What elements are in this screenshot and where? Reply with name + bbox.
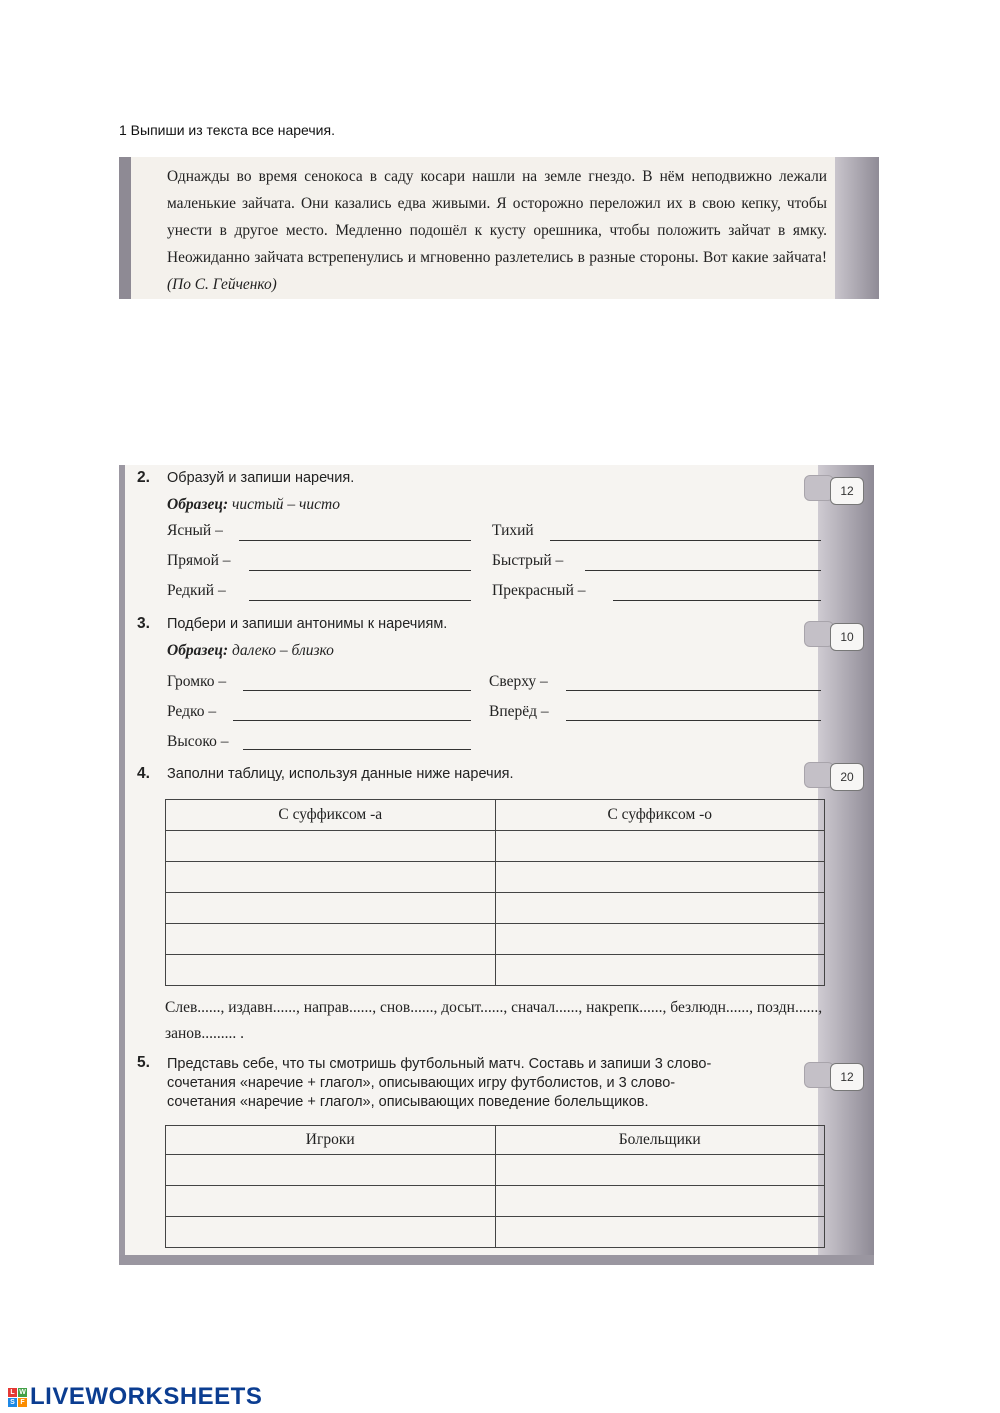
task3-instruction: Подбери и запиши антонимы к наречиям.	[167, 616, 448, 632]
logo-text: LIVEWORKSHEETS	[30, 1383, 263, 1410]
logo-block: W	[19, 1388, 26, 1396]
table-row	[166, 1155, 825, 1186]
task1-instruction: 1 Выпиши из текста все наречия.	[119, 122, 335, 138]
task3-word: Высоко –	[167, 733, 229, 750]
table-cell[interactable]	[166, 862, 496, 893]
table-cell[interactable]	[166, 893, 496, 924]
table-cell[interactable]	[166, 831, 496, 862]
task5-score-badge: 12	[830, 1063, 864, 1091]
task4-number: 4.	[137, 765, 150, 782]
table-row	[166, 1186, 825, 1217]
logo-block: S	[8, 1398, 17, 1407]
column-header: С суффиксом -а	[166, 800, 496, 831]
table-cell[interactable]	[495, 862, 825, 893]
answer-line[interactable]	[243, 749, 471, 750]
sample-text: чистый – чисто	[232, 496, 340, 513]
answer-line[interactable]	[239, 540, 471, 541]
table-header-row	[166, 800, 825, 831]
task2-word: Ясный –	[167, 522, 223, 539]
task1-source: (По С. Гейченко)	[167, 276, 277, 293]
task5-instruction-line: сочетания «наречие + глагол», описывающих игру футболистов, и 3 слово-	[167, 1075, 676, 1091]
answer-line[interactable]	[566, 720, 821, 721]
task3-score-badge: 10	[830, 623, 864, 651]
table-cell[interactable]	[495, 1155, 825, 1186]
task5-instruction	[167, 1055, 711, 1112]
table-cell[interactable]	[166, 955, 496, 986]
task2-instruction: Образуй и запиши наречия.	[167, 470, 355, 486]
sample-label: Образец:	[167, 496, 229, 513]
table-cell[interactable]	[495, 893, 825, 924]
task3-word: Вперёд –	[489, 703, 549, 720]
task5-table	[165, 1125, 825, 1248]
task2-number: 2.	[137, 469, 150, 486]
table-cell[interactable]	[495, 831, 825, 862]
table-row	[166, 862, 825, 893]
table-cell[interactable]	[495, 1186, 825, 1217]
logo-block: L	[8, 1388, 17, 1397]
task2-word: Тихий	[492, 522, 534, 539]
answer-line[interactable]	[243, 690, 471, 691]
answer-line[interactable]	[585, 570, 821, 571]
task1-passage	[167, 163, 827, 298]
liveworksheets-logo	[8, 1383, 262, 1411]
table-row	[166, 955, 825, 986]
answer-line[interactable]	[249, 600, 471, 601]
column-header: Болельщики	[495, 1126, 825, 1155]
task5-instruction-line: Представь себе, что ты смотришь футбольный матч. Составь и запиши 3 слово-	[167, 1056, 712, 1072]
sample-text: далеко – близко	[232, 642, 334, 659]
task2-sample	[167, 496, 340, 514]
task2-word: Быстрый –	[492, 552, 564, 569]
task3-word: Громко –	[167, 673, 227, 690]
answer-line[interactable]	[566, 690, 821, 691]
answer-line[interactable]	[550, 540, 821, 541]
scan-left-edge	[119, 157, 131, 299]
scan-left-edge	[119, 465, 125, 1265]
table-cell[interactable]	[166, 1217, 496, 1248]
task5-instruction-line: сочетания «наречие + глагол», описывающих поведение болельщиков.	[167, 1094, 649, 1110]
task2-word: Прямой –	[167, 552, 231, 569]
task3-number: 3.	[137, 615, 150, 632]
answer-line[interactable]	[249, 570, 471, 571]
column-header: Игроки	[166, 1126, 496, 1155]
task1-passage-scan	[119, 157, 879, 299]
table-row	[166, 831, 825, 862]
task4-table	[165, 799, 825, 986]
table-header-row	[166, 1126, 825, 1155]
task1-passage-text: Однажды во время сенокоса в саду косари нашли на земле гнездо. В нём неподвижно лежали маленькие зайчата. Они казались едва живыми. Я осторожно переложил их в свою кепку, чтобы унести в другое место. Медленно подошёл к кусту орешника, чтобы положить зайчат в ямку. Неожиданно зайчата встрепенулись и мгновенно разлетелись в разные стороны. Вот какие зайчата!	[167, 168, 827, 266]
task2-word: Редкий –	[167, 582, 226, 599]
scan-right-edge	[818, 465, 874, 1265]
table-cell[interactable]	[166, 924, 496, 955]
table-cell[interactable]	[495, 955, 825, 986]
table-cell[interactable]	[166, 1155, 496, 1186]
answer-line[interactable]	[613, 600, 821, 601]
task4-score-badge: 20	[830, 763, 864, 791]
table-cell[interactable]	[495, 924, 825, 955]
task2-word: Прекрасный –	[492, 582, 586, 599]
logo-block: F	[18, 1398, 27, 1407]
table-row	[166, 1217, 825, 1248]
scan-right-edge	[835, 157, 879, 299]
task2-score-badge: 12	[830, 477, 864, 505]
logo-icon	[8, 1388, 27, 1407]
worksheet-scan	[119, 465, 874, 1265]
table-row	[166, 893, 825, 924]
task5-number: 5.	[137, 1054, 150, 1071]
task3-word: Редко –	[167, 703, 217, 720]
scan-bottom-edge	[119, 1255, 874, 1265]
task3-word: Сверху –	[489, 673, 548, 690]
column-header: С суффиксом -о	[495, 800, 825, 831]
task3-sample	[167, 642, 334, 660]
sample-label: Образец:	[167, 642, 229, 659]
answer-line[interactable]	[233, 720, 471, 721]
task4-instruction: Заполни таблицу, используя данные ниже наречия.	[167, 766, 514, 782]
task4-word-list: Слев......, издавн......, направ......, снов......, досыт......, сначал......, накрепк......, безлюдн......, поздн......, занов......... .	[165, 999, 823, 1042]
table-cell[interactable]	[495, 1217, 825, 1248]
table-cell[interactable]	[166, 1186, 496, 1217]
table-row	[166, 924, 825, 955]
